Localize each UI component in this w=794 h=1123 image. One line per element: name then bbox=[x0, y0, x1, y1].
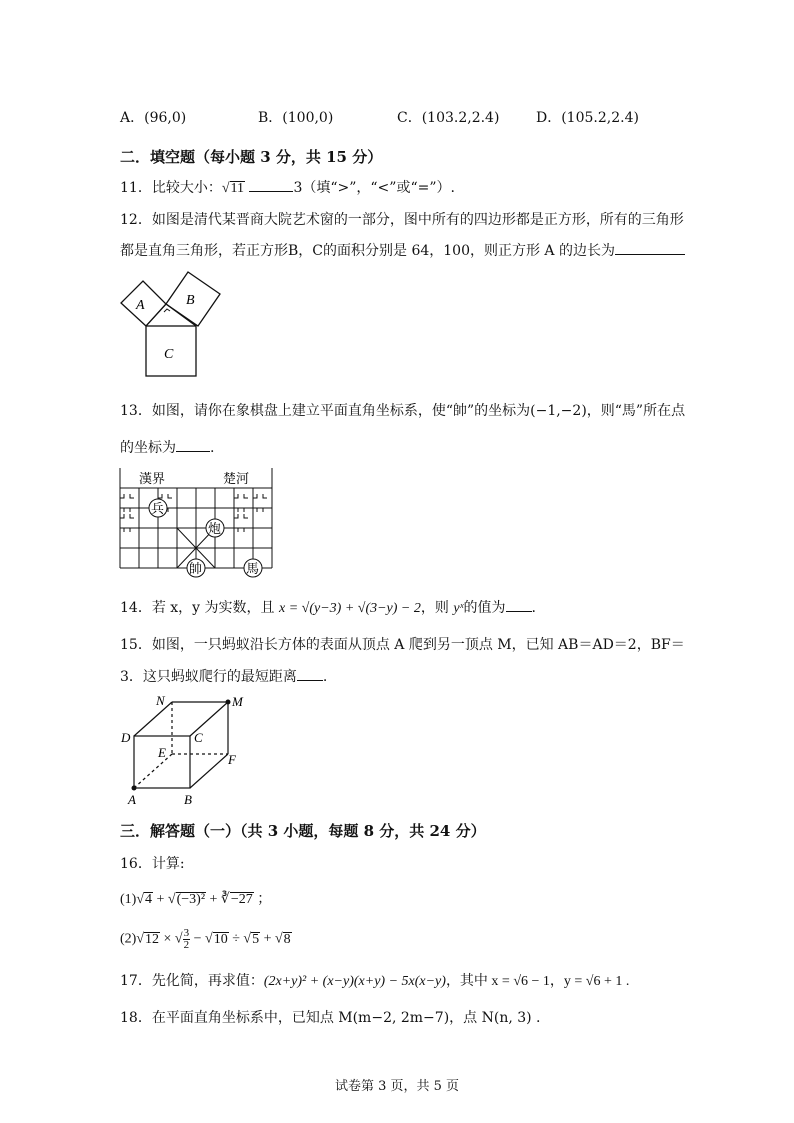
q14-answer-blank[interactable] bbox=[506, 597, 532, 612]
q15-line1: 15．如图，一只蚂蚁沿长方体的表面从顶点 A 爬到另一顶点 M，已知 AB＝AD＝2，BF＝ bbox=[120, 637, 685, 653]
q13-answer-blank[interactable] bbox=[176, 437, 210, 452]
piece-shuai-label: 帥 bbox=[189, 561, 203, 576]
q14-power: yˣ bbox=[453, 601, 464, 616]
piece-pao-label: 炮 bbox=[208, 521, 222, 536]
q15-end: . bbox=[322, 669, 328, 685]
option-c: C．(103.2,2.4) bbox=[397, 110, 500, 126]
vertex-d: D bbox=[121, 730, 131, 745]
q16-title: 16．计算: bbox=[120, 856, 185, 872]
option-b: B．(100,0) bbox=[258, 110, 334, 126]
question-14 bbox=[120, 597, 536, 617]
q15-line2 bbox=[120, 666, 327, 686]
question-18: 18．在平面直角坐标系中，已知点 M(m−2, 2m−7)，点 N(n, 3) . bbox=[120, 1010, 541, 1026]
piece-ma-label: 馬 bbox=[246, 561, 260, 576]
vertex-c: C bbox=[194, 730, 203, 745]
q15-cuboid-figure bbox=[116, 690, 256, 810]
board-left-label: 漢界 bbox=[139, 471, 166, 486]
q14-formula: x = √(y−3) + √(3−y) − 2 bbox=[278, 601, 421, 616]
vertex-a: A bbox=[128, 792, 136, 807]
q17-prefix: 17．先化简，再求值： bbox=[120, 973, 264, 989]
q11-sqrt: √11 bbox=[221, 181, 244, 196]
vertex-b: B bbox=[184, 792, 192, 807]
option-d: D．(105.2,2.4) bbox=[536, 110, 639, 126]
q16-part2: (2)√12 × √ $\frac{3}{2}$ − √10 ÷ √5 + √8 bbox=[120, 927, 291, 951]
q11-radicand: 11 bbox=[230, 181, 244, 196]
q13-chessboard bbox=[117, 468, 277, 580]
q14-mid: ，则 bbox=[420, 600, 449, 616]
q14-suffix: 的值为 bbox=[463, 600, 506, 616]
section-3-title: 三．解答题（一）（共 3 小题，每题 8 分，共 24 分） bbox=[120, 822, 486, 840]
q12-squares-figure bbox=[116, 268, 226, 380]
q11-answer-blank[interactable] bbox=[249, 177, 293, 192]
q16-part1: (1)√4 + √(−3)² + ∛−27 ； bbox=[120, 892, 272, 907]
q13-line2-text: 的坐标为 bbox=[120, 440, 176, 456]
q14-prefix: 14．若 x，y 为实数，且 bbox=[120, 600, 275, 616]
q17-condition: ，其中 x = √6 − 1，y = √6 + 1 . bbox=[445, 974, 630, 989]
question-17 bbox=[120, 970, 629, 990]
q12-line2-text: 都是直角三角形，若正方形B，C的面积分别是 64，100，则正方形 A 的边长为 bbox=[120, 243, 615, 259]
question-11 bbox=[120, 177, 455, 197]
label-c: C bbox=[164, 347, 174, 362]
q17-expression: (2x+y)² + (x−y)(x+y) − 5x(x−y) bbox=[263, 974, 446, 989]
page-footer: 试卷第 3 页，共 5 页 bbox=[334, 1079, 460, 1094]
q14-end: . bbox=[531, 600, 536, 616]
vertex-f: F bbox=[228, 752, 236, 767]
option-a: A．(96,0) bbox=[120, 110, 187, 126]
q11-prefix: 11．比较大小： bbox=[120, 180, 222, 196]
vertex-m: M bbox=[232, 694, 243, 709]
q12-answer-blank[interactable] bbox=[615, 240, 685, 255]
q15-line2-text: 3．这只蚂蚁爬行的最短距离 bbox=[120, 669, 297, 685]
board-right-label: 楚河 bbox=[223, 471, 250, 486]
q13-line1: 13．如图，请你在象棋盘上建立平面直角坐标系，使“帥”的坐标为(−1,−2)，则“馬”所在点 bbox=[120, 403, 686, 419]
label-a: A bbox=[136, 298, 145, 313]
q11-after: 3（填“>”，“<”或“=”）. bbox=[293, 180, 455, 196]
section-2-title: 二．填空题（每小题 3 分，共 15 分） bbox=[120, 148, 383, 166]
q15-answer-blank[interactable] bbox=[297, 666, 323, 681]
label-b: B bbox=[186, 293, 195, 308]
q16-part1-label: (1) bbox=[120, 892, 137, 907]
q12-line2 bbox=[120, 240, 685, 260]
q12-line1: 12．如图是清代某晋商大院艺术窗的一部分，图中所有的四边形都是正方形，所有的三角形 bbox=[120, 212, 684, 228]
q13-end: . bbox=[210, 440, 215, 456]
vertex-n: N bbox=[156, 693, 165, 708]
q16-part2-label: (2) bbox=[120, 931, 137, 947]
q13-line2 bbox=[120, 437, 214, 457]
vertex-e: E bbox=[158, 745, 166, 760]
piece-bing-label: 兵 bbox=[151, 501, 165, 516]
